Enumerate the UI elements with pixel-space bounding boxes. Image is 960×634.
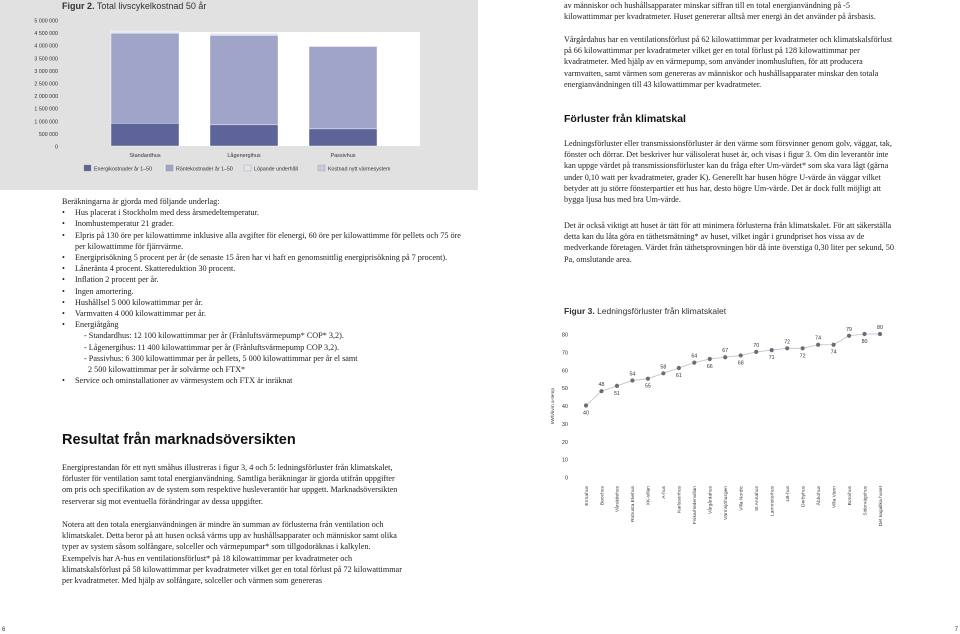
bar-segment bbox=[111, 123, 179, 146]
x-category-label: Villa Nordic bbox=[739, 486, 745, 511]
y-tick-label: 4 000 000 bbox=[34, 43, 58, 50]
calc-intro: Beräkningarna är gjorda med följande underlag: bbox=[62, 197, 220, 206]
legend-label: Räntekostnader år 1–50 bbox=[176, 166, 233, 173]
y-tick-label: 20 bbox=[561, 439, 568, 446]
x-category-label: Beochus bbox=[600, 486, 606, 506]
energy-sub-item: - Lågenergihus: 11 400 kilowattimmar per år (Frånluftsvärmepump COP 3,2). bbox=[84, 342, 340, 352]
y-tick-label: 60 bbox=[561, 368, 568, 375]
data-point bbox=[646, 377, 650, 381]
y-tick-label: 0 bbox=[564, 475, 568, 482]
x-category-label: Robusta Ekehus bbox=[631, 486, 637, 522]
data-label: 74 bbox=[815, 335, 822, 342]
data-label: 67 bbox=[722, 348, 729, 355]
data-label: 40 bbox=[583, 410, 589, 417]
calc-item: • Hushållsel 5 000 kilowattimmar per år. bbox=[62, 297, 462, 308]
x-category-label: Karlssonhus bbox=[677, 486, 683, 513]
data-point bbox=[661, 371, 665, 375]
data-point bbox=[754, 350, 758, 354]
y-tick-label: 500 000 bbox=[38, 131, 58, 138]
bar-segment bbox=[111, 33, 179, 123]
calc-item: • Hus placerat i Stockholm med dess årsmedeltemperatur. bbox=[62, 207, 462, 218]
right-paragraph-4: Det är också viktigt att huset är tätt för att minimera förlusterna från klimatskalet. För att säkerställa detta kan du låta göra en täthetsmätning* av huset, vilket ingår i grundpriset hos vissa av de medverkande företagen. Värdet från täthetsprovningen bör då inte överstiga 0,30 liter per sekund, 50 Pa, omslutande area. bbox=[564, 221, 894, 264]
y-tick-label: 0 bbox=[55, 144, 58, 151]
figure-2-label: Figur 2. bbox=[62, 1, 95, 11]
data-point bbox=[878, 332, 882, 336]
data-point bbox=[677, 366, 681, 370]
data-point bbox=[801, 346, 805, 350]
legend-label: Energikostnader år 1–50 bbox=[94, 166, 153, 173]
y-tick-label: 3 500 000 bbox=[34, 56, 58, 63]
series-line bbox=[586, 334, 880, 406]
data-label: 61 bbox=[675, 372, 682, 379]
results-paragraph-2: Notera att den totala energianvändningen är mindre än summan av förlusterna från ventilation och klimatskalet. Detta beror på att husen också värms upp av hushållsapparater och människor samt olika typer av system såsom solfångare, solceller och värmepumpar* som tillgodoräknas i kalkylen. Exempelvis har A-hus en ventilationsförlust* på 18 kilowattimmar per kvadratmeter och klimatskalsförlust på 58 kilowattimmar per kvadratmeter vilket ger en total förlust på 72 kilowattimmar per kvadratmeter. Med hjälp av solfångare, solceller och värmen som genereras bbox=[62, 520, 402, 586]
legend-swatch bbox=[318, 165, 325, 171]
right-page bbox=[480, 0, 960, 634]
calc-item: • Elpris på 130 öre per kilowattimme inklusive alla avgifter för elenergi, 60 öre per kilowattimme för pellets och 75 öre per kilowattimme för fjärrvärme. bbox=[62, 230, 462, 252]
bar-segment bbox=[309, 129, 377, 146]
y-tick-label: 80 bbox=[561, 332, 568, 339]
x-category-label: Lågenergihus bbox=[227, 153, 261, 159]
y-axis-label: kWh/kvm a-temp bbox=[551, 388, 556, 424]
x-category-label: Standardhus bbox=[129, 153, 161, 159]
calc-item: • Varmvatten 4 000 kilowattimmar per år. bbox=[62, 308, 462, 319]
y-tick-label: 50 bbox=[561, 386, 568, 393]
x-category-label: Ermahus bbox=[584, 486, 590, 506]
climate-shell-heading: Förluster från klimatskal bbox=[564, 113, 686, 125]
legend-label: Kostnad nytt värmesystem bbox=[328, 166, 391, 173]
bar-segment bbox=[210, 125, 278, 146]
figure-3-caption: Ledningsförluster från klimatskalet bbox=[597, 306, 727, 316]
data-label: 55 bbox=[644, 383, 651, 390]
bar-segment bbox=[210, 33, 278, 35]
legend-label: Löpande underhåll bbox=[254, 166, 298, 173]
data-label: 48 bbox=[598, 382, 605, 389]
data-point bbox=[785, 346, 789, 350]
results-paragraph-1: Energiprestandan för ett nytt småhus illustreras i figur 3, 4 och 5: ledningsförluster från klimatskalet, förluster för ventilation samt total energianvändning. Samtliga beräkningar är gjorda utifrån uppgifter om pris och specifikation av de system som respektive husleverantör har uppgett. Marknadsöversikten reserverar sig mot eventuella förändringar av dessa uppgifter. bbox=[62, 463, 398, 506]
y-tick-label: 40 bbox=[561, 404, 568, 410]
data-point bbox=[739, 353, 743, 357]
data-label: 51 bbox=[613, 390, 620, 397]
bar-segment bbox=[309, 46, 377, 47]
results-heading: Resultat från marknadsöversikten bbox=[62, 432, 296, 448]
y-tick-label: 1 000 000 bbox=[34, 119, 58, 126]
x-category-label: Det kagallka huset bbox=[878, 486, 884, 527]
data-label: 79 bbox=[846, 326, 853, 333]
calc-item: • Service och ominstallationer av värmesystem och FTX är inräknat bbox=[62, 375, 462, 386]
y-tick-label: 4 500 000 bbox=[34, 31, 58, 38]
data-label: 66 bbox=[706, 364, 713, 371]
x-category-label: Värmsjöhusgen bbox=[724, 486, 730, 520]
legend-swatch bbox=[244, 165, 251, 171]
data-label: 58 bbox=[660, 364, 667, 371]
data-point bbox=[831, 343, 835, 347]
x-category-label: Fiskarhedenvillan bbox=[693, 486, 699, 525]
data-label: 71 bbox=[768, 355, 775, 362]
x-category-label: XK-villan bbox=[646, 486, 652, 506]
x-category-label: Lammotorhus bbox=[770, 486, 776, 516]
x-category-label: Vårsättehus bbox=[615, 486, 621, 513]
data-point bbox=[862, 332, 866, 336]
data-point bbox=[630, 378, 634, 382]
bar-segment bbox=[309, 46, 377, 128]
x-category-label: Passivhus bbox=[330, 153, 356, 159]
data-point bbox=[599, 389, 603, 393]
figure-2-chart bbox=[0, 0, 478, 190]
y-tick-label: 2 500 000 bbox=[34, 81, 58, 88]
data-label: 80 bbox=[877, 325, 883, 331]
calc-item: • Inflation 2 procent per år. bbox=[62, 274, 462, 285]
y-tick-label: 5 000 000 bbox=[34, 18, 58, 25]
x-category-label: St Annahus bbox=[755, 486, 761, 512]
calc-item: • Inomhustemperatur 21 grader. bbox=[62, 218, 462, 229]
calc-item: • Låneränta 4 procent. Skattereduktion 30 procent. bbox=[62, 263, 462, 274]
right-paragraph-3: Ledningsförluster eller transmissionsförluster är den värme som försvinner genom golv, väggar, tak, fönster och dörrar. Det beskriver hur välisolerat huset är, och visas i figur 3. Om din leverantör inte kan uppge värdet på transmissionsförluster kan du fråga efter Um-värdet* som ska vara lågt (gärna under 0,10 watt per kvadratmeter, grader K). Generellt har husen högre U-värde än väggar vilket betyder att ju större fönsterpartier ett hus har, desto högre Um-värde. Det är dock fullt möjligt att bygga ljusa hus med bra Um-värde. bbox=[564, 139, 892, 205]
x-category-label: Boroihus bbox=[847, 486, 853, 506]
legend-swatch bbox=[84, 165, 91, 171]
y-tick-label: 2 000 000 bbox=[34, 94, 58, 101]
data-label: 70 bbox=[753, 342, 760, 349]
x-category-label: LB-hus bbox=[785, 486, 791, 502]
page-number-left: 6 bbox=[2, 627, 6, 633]
data-label: 74 bbox=[830, 349, 837, 356]
data-point bbox=[847, 334, 851, 338]
figure-3-label: Figur 3. bbox=[564, 306, 595, 316]
x-category-label: Sidorvägshus bbox=[863, 486, 869, 516]
calc-list bbox=[62, 207, 462, 386]
y-tick-label: 70 bbox=[561, 350, 568, 357]
calculation-assumptions bbox=[62, 196, 462, 386]
x-category-label: Vårgårdahus bbox=[708, 486, 714, 515]
data-point bbox=[816, 343, 820, 347]
page-number-right: 7 bbox=[954, 627, 958, 633]
data-label: 80 bbox=[861, 339, 868, 345]
data-label: 72 bbox=[784, 339, 791, 346]
legend-swatch bbox=[166, 165, 173, 171]
right-paragraph-2: Vårgårdahus har en ventilationsförlust på 62 kilowattimmar per kvadratmeter och klimatskalsförlust på 66 kilowattimmar per kvadratmeter vilket ger en total förlust på 128 kilowattimmar per kvadratmeter. Med hjälp av en värmepump, som använder inomhusluften, för att producera varmvatten, samt värmen som genereras av människor och hushållsapparater minskar den totala energianvändningen till 43 kilowattimmar per kvadratmeter. bbox=[564, 35, 893, 89]
figure-3-chart bbox=[480, 0, 960, 634]
data-point bbox=[584, 403, 588, 407]
right-paragraph-1: av människor och hushållsapparater minskar siffran till en total energianvändning på -5 kilowattimmar per kvadratmeter. Huset genererar alltså mer energi än det använder på årsbasis. bbox=[564, 1, 876, 22]
y-tick-label: 3 000 000 bbox=[34, 68, 58, 75]
bar-segment bbox=[111, 31, 179, 33]
energy-sub-item: - Passivhus: 6 300 kilowattimmar per år pellets, 5 000 kilowattimmar per år el samt bbox=[84, 353, 358, 363]
data-point bbox=[615, 384, 619, 388]
data-label: 54 bbox=[629, 371, 636, 378]
energy-sub-item: - Standardhus: 12 100 kilowattimmar per år (Frånluftsvärmepump* COP* 3,2). bbox=[84, 331, 344, 341]
data-point bbox=[708, 357, 712, 361]
x-category-label: A-hus bbox=[662, 486, 668, 499]
x-category-label: Derbyhus bbox=[801, 486, 807, 507]
data-label: 68 bbox=[737, 360, 744, 367]
x-category-label: Åbbohus bbox=[816, 486, 822, 506]
data-label: 72 bbox=[799, 353, 806, 360]
figure-2-caption: Total livscykelkostnad 50 år bbox=[96, 1, 207, 11]
y-tick-label: 10 bbox=[561, 457, 568, 464]
data-label: 64 bbox=[691, 353, 698, 360]
calc-item: • Energiprisökning 5 procent per år (de senaste 15 åren har vi haft en genomsnittlig energiprisökning på 7 procent). bbox=[62, 252, 462, 263]
data-point bbox=[692, 361, 696, 365]
y-tick-label: 30 bbox=[561, 421, 568, 428]
calc-item: • Energiåtgång bbox=[62, 319, 462, 330]
bar-segment bbox=[210, 35, 278, 124]
x-category-label: Villa Vänn bbox=[832, 486, 838, 508]
energy-sub-item: 2 500 kilowattimmar per år solvärme och FTX* bbox=[88, 365, 246, 375]
data-point bbox=[723, 355, 727, 359]
calc-item: • Ingen amortering. bbox=[62, 286, 462, 297]
data-point bbox=[770, 348, 774, 352]
y-tick-label: 1 500 000 bbox=[34, 106, 58, 113]
